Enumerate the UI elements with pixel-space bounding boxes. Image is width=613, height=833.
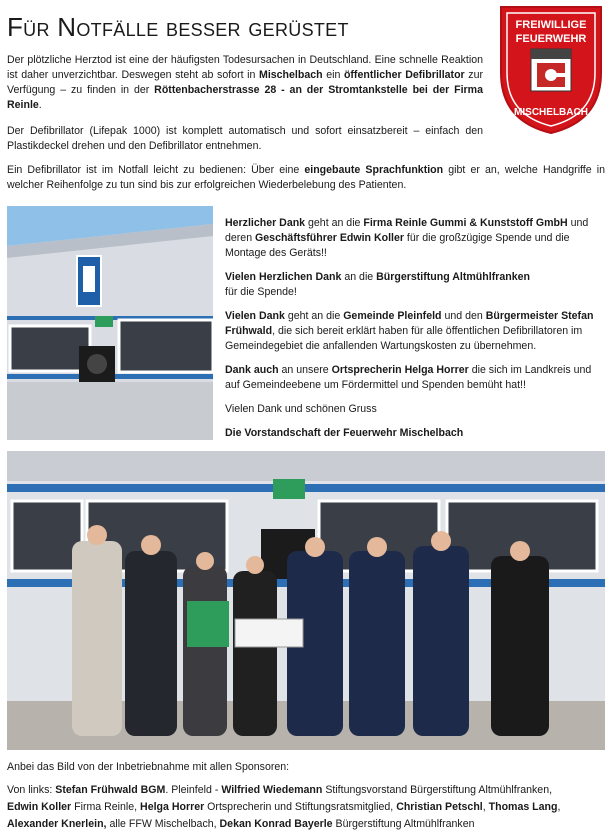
logo-text-top: FREIWILLIGE <box>515 19 587 31</box>
page-title: Für Notfälle besser gerüstet <box>7 12 349 42</box>
logo-text-mid: FEUERWEHR <box>515 33 587 45</box>
intro-paragraph-3: Ein Defibrillator ist im Notfall leicht zu bedienen: Über eine eingebaute Sprachfunktion gibt er an, welche Handgriffe in welcher Reihenfolge zu tun sind bis zur erfolgreichen Wiederbelebung des Patienten. <box>7 164 605 191</box>
intro-paragraph-2: Der Defibrillator (Lifepak 1000) ist komplett automatisch und sofort einsatzbereit – einfach den Plastikdeckel drehen und den Defibrillator entnehmen. <box>7 125 483 152</box>
photo-caption <box>7 759 605 833</box>
group-photo <box>7 451 605 750</box>
thanks-greeting: Vielen Dank und schönen Gruss <box>225 403 377 415</box>
thanks-gemeinde: Vielen Dank geht an die Gemeinde Pleinfeld und den Bürgermeister Stefan Frühwald, die sich bereit erklärt haben für alle öffentlichen Defibrillatoren im Gemeindegebiet die anfallenden Wartungskosten zu übernehmen. <box>225 310 594 352</box>
caption-names: Von links: Stefan Frühwald BGM. Pleinfeld - Wilfried Wiedemann Stiftungsvorstand Bürgerstiftung Altmühlfranken, Edwin Koller Firma Reinle, Helga Horrer Ortsprecherin und Stiftungsratsmitglied, Christian Petschl, Thomas Lang, Alexander Knerlein, alle FFW Mischelbach, Dekan Konrad Bayerle Bürgerstiftung Altmühlfranken <box>7 784 561 830</box>
intro-paragraph-1: Der plötzliche Herztod ist eine der häufigsten Todesursachen in Deutschland. Eine schnelle Reaktion ist daher unverzichtbar. Deswegen steht ab sofort in Mischelbach ein öffentlicher Defibrillator zur Verfügung – zu finden in der Röttenbacherstrasse 28 - an der Stromtankstelle bei der Firma Reinle. <box>7 54 483 111</box>
logo-text-bottom: MISCHELBACH <box>514 107 588 118</box>
thanks-buergerstiftung: Vielen Herzlichen Dank an die Bürgerstiftung Altmühlfranken für die Spende! <box>225 271 530 298</box>
fire-brigade-logo <box>497 3 605 136</box>
thanks-ortsprecherin: Dank auch an unsere Ortsprecherin Helga Horrer die sich im Landkreis und auf Gemeindeebene um Fördermittel und Spenden bemüht hat!! <box>225 364 592 391</box>
thanks-reinle: Herzlicher Dank geht an die Firma Reinle Gummi & Kunststoff GmbH und deren Geschäftsführer Edwin Koller für die großzügige Spende und die Montage des Geräts!! <box>225 217 589 259</box>
caption-intro: Anbei das Bild von der Inbetriebnahme mit allen Sponsoren: <box>7 761 290 773</box>
defibrillator-building-photo <box>7 206 213 440</box>
thanks-signature: Die Vorstandschaft der Feuerwehr Mischelbach <box>225 427 464 439</box>
thanks-section <box>225 216 606 450</box>
